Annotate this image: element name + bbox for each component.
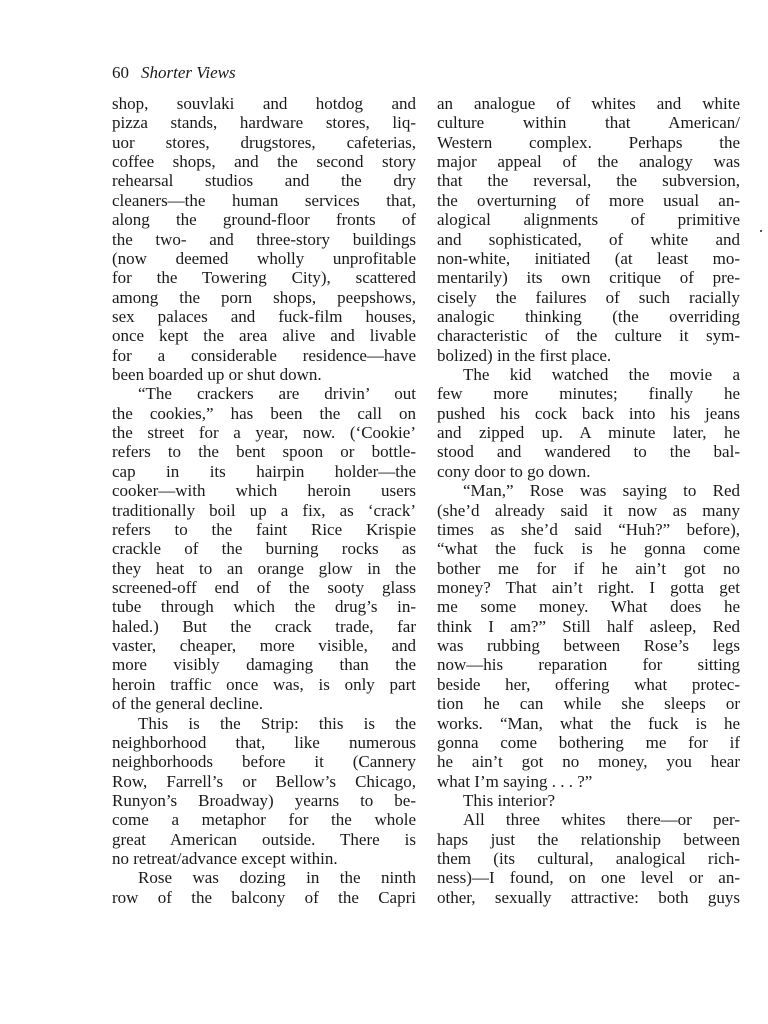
text-line: mentarily) its own critique of pre- [437,268,740,288]
page-number: 60 [112,63,129,82]
text-line: them (its cultural, analogical rich- [437,849,740,869]
text-line: among the porn shops, peepshows, [112,287,416,307]
text-line: neighborhood that, like numerous [112,732,416,752]
text-line: money? That ain’t right. I gotta get [437,577,740,597]
text-line: neighborhoods before it (Cannery [112,752,416,772]
text-line: works. “Man, what the fuck is he [437,713,740,733]
text-line: no retreat/advance except within. [112,849,338,869]
text-line: other, sexually attractive: both guys [437,887,740,907]
text-line: alogical alignments of primitive [437,210,740,230]
text-line: come a metaphor for the whole [112,810,416,830]
text-line: beside her, offering what protec- [437,674,740,694]
text-line: for the Towering City), scattered [112,268,416,288]
text-line: that the reversal, the subversion, [437,171,740,191]
text-line: haps just the relationship between [437,829,740,849]
right-text-column [437,94,740,907]
text-line: ness)—I found, on one level or an- [437,868,740,888]
text-line: cooker—with which heroin users [112,481,416,501]
text-line: “The crackers are drivin’ out [138,384,416,404]
text-line: was rubbing between Rose’s legs [437,636,740,656]
text-line: he ain’t got no money, you hear [437,752,740,772]
text-line: heroin traffic once was, is only part [112,674,416,694]
text-line: sex palaces and fuck-film houses, [112,306,416,326]
text-line: “Man,” Rose was saying to Red [463,481,740,501]
text-line: Row, Farrell’s or Bellow’s Chicago, [112,771,416,791]
text-line: culture within that American/ [437,113,740,133]
running-header [112,62,236,84]
text-line: bolized) in the first place. [437,345,612,365]
text-line: the two- and three-story buildings [112,229,416,249]
text-line: once kept the area alive and livable [112,326,416,346]
text-line: cisely the failures of such racially [437,287,740,307]
text-line: gonna come bothering me for if [437,732,740,752]
left-text-column [112,94,416,907]
text-line: “what the fuck is he gonna come [437,539,740,559]
text-line: All three whites there—or per- [463,810,740,830]
text-line: (she’d already said it now as many [437,500,740,520]
text-line: tube through which the drug’s in- [112,597,416,617]
text-line: rehearsal studios and the dry [112,171,416,191]
text-line: now—his reparation for sitting [437,655,740,675]
text-line: great American outside. There is [112,829,416,849]
text-line: what I’m saying . . . ?” [437,771,593,791]
text-line: traditionally boil up a fix, as ‘crack’ [112,500,416,520]
text-line: an analogue of whites and white [437,94,740,113]
text-line: crackle of the burning rocks as [112,539,416,559]
text-line: pushed his cock back into his jeans [437,403,740,423]
text-line: of the general decline. [112,694,264,714]
text-line: coffee shops, and the second story [112,152,416,172]
text-line: This is the Strip: this is the [138,713,416,733]
running-title: Shorter Views [141,63,236,82]
text-line: uor stores, drugstores, cafeterias, [112,132,416,152]
text-line: cleaners—the human services that, [112,190,416,210]
text-line: the overturning of more usual an- [437,190,740,210]
text-line: vaster, cheaper, more visible, and [112,636,416,656]
text-line: stood and wandered to the bal- [437,442,740,462]
text-line: This interior? [463,790,556,810]
text-line: refers to the faint Rice Krispie [112,519,416,539]
text-line: cony door to go down. [437,461,591,481]
text-line: bother me for if he ain’t got no [437,558,740,578]
text-line: pizza stands, hardware stores, liq- [112,113,416,133]
text-line: refers to the bent spoon or bottle- [112,442,416,462]
text-line: row of the balcony of the Capri [112,887,416,907]
text-line: haled.) But the crack trade, far [112,616,416,636]
text-line: think I am?” Still half asleep, Red [437,616,740,636]
text-line: screened-off end of the sooty glass [112,577,416,597]
text-line: few more minutes; finally he [437,384,740,404]
text-line: characteristic of the culture it sym- [437,326,740,346]
text-line: they heat to an orange glow in the [112,558,416,578]
text-line: major appeal of the analogy was [437,152,740,172]
text-line: more visibly damaging than the [112,655,416,675]
text-line: been boarded up or shut down. [112,365,322,385]
text-line: cap in its hairpin holder—the [112,461,416,481]
text-line: shop, souvlaki and hotdog and [112,94,416,113]
text-line: times as she’d said “Huh?” before), [437,519,740,539]
text-line: non-white, initiated (at least mo- [437,248,740,268]
text-line: me some money. What does he [437,597,740,617]
text-line: (now deemed wholly unprofitable [112,248,416,268]
text-line: for a considerable residence—have [112,345,416,365]
text-line: and sophisticated, of white and [437,229,740,249]
margin-speck [760,230,762,232]
text-line: Western complex. Perhaps the [437,132,740,152]
text-line: the street for a year, now. (‘Cookie’ [112,423,416,443]
text-line: the cookies,” has been the call on [112,403,416,423]
text-line: tion he can while she sleeps or [437,694,740,714]
text-line: The kid watched the movie a [463,365,740,385]
text-line: Rose was dozing in the ninth [138,868,416,888]
text-line: along the ground-floor fronts of [112,210,416,230]
text-line: Runyon’s Broadway) yearns to be- [112,790,416,810]
text-line: analogic thinking (the overriding [437,306,740,326]
text-line: and zipped up. A minute later, he [437,423,740,443]
